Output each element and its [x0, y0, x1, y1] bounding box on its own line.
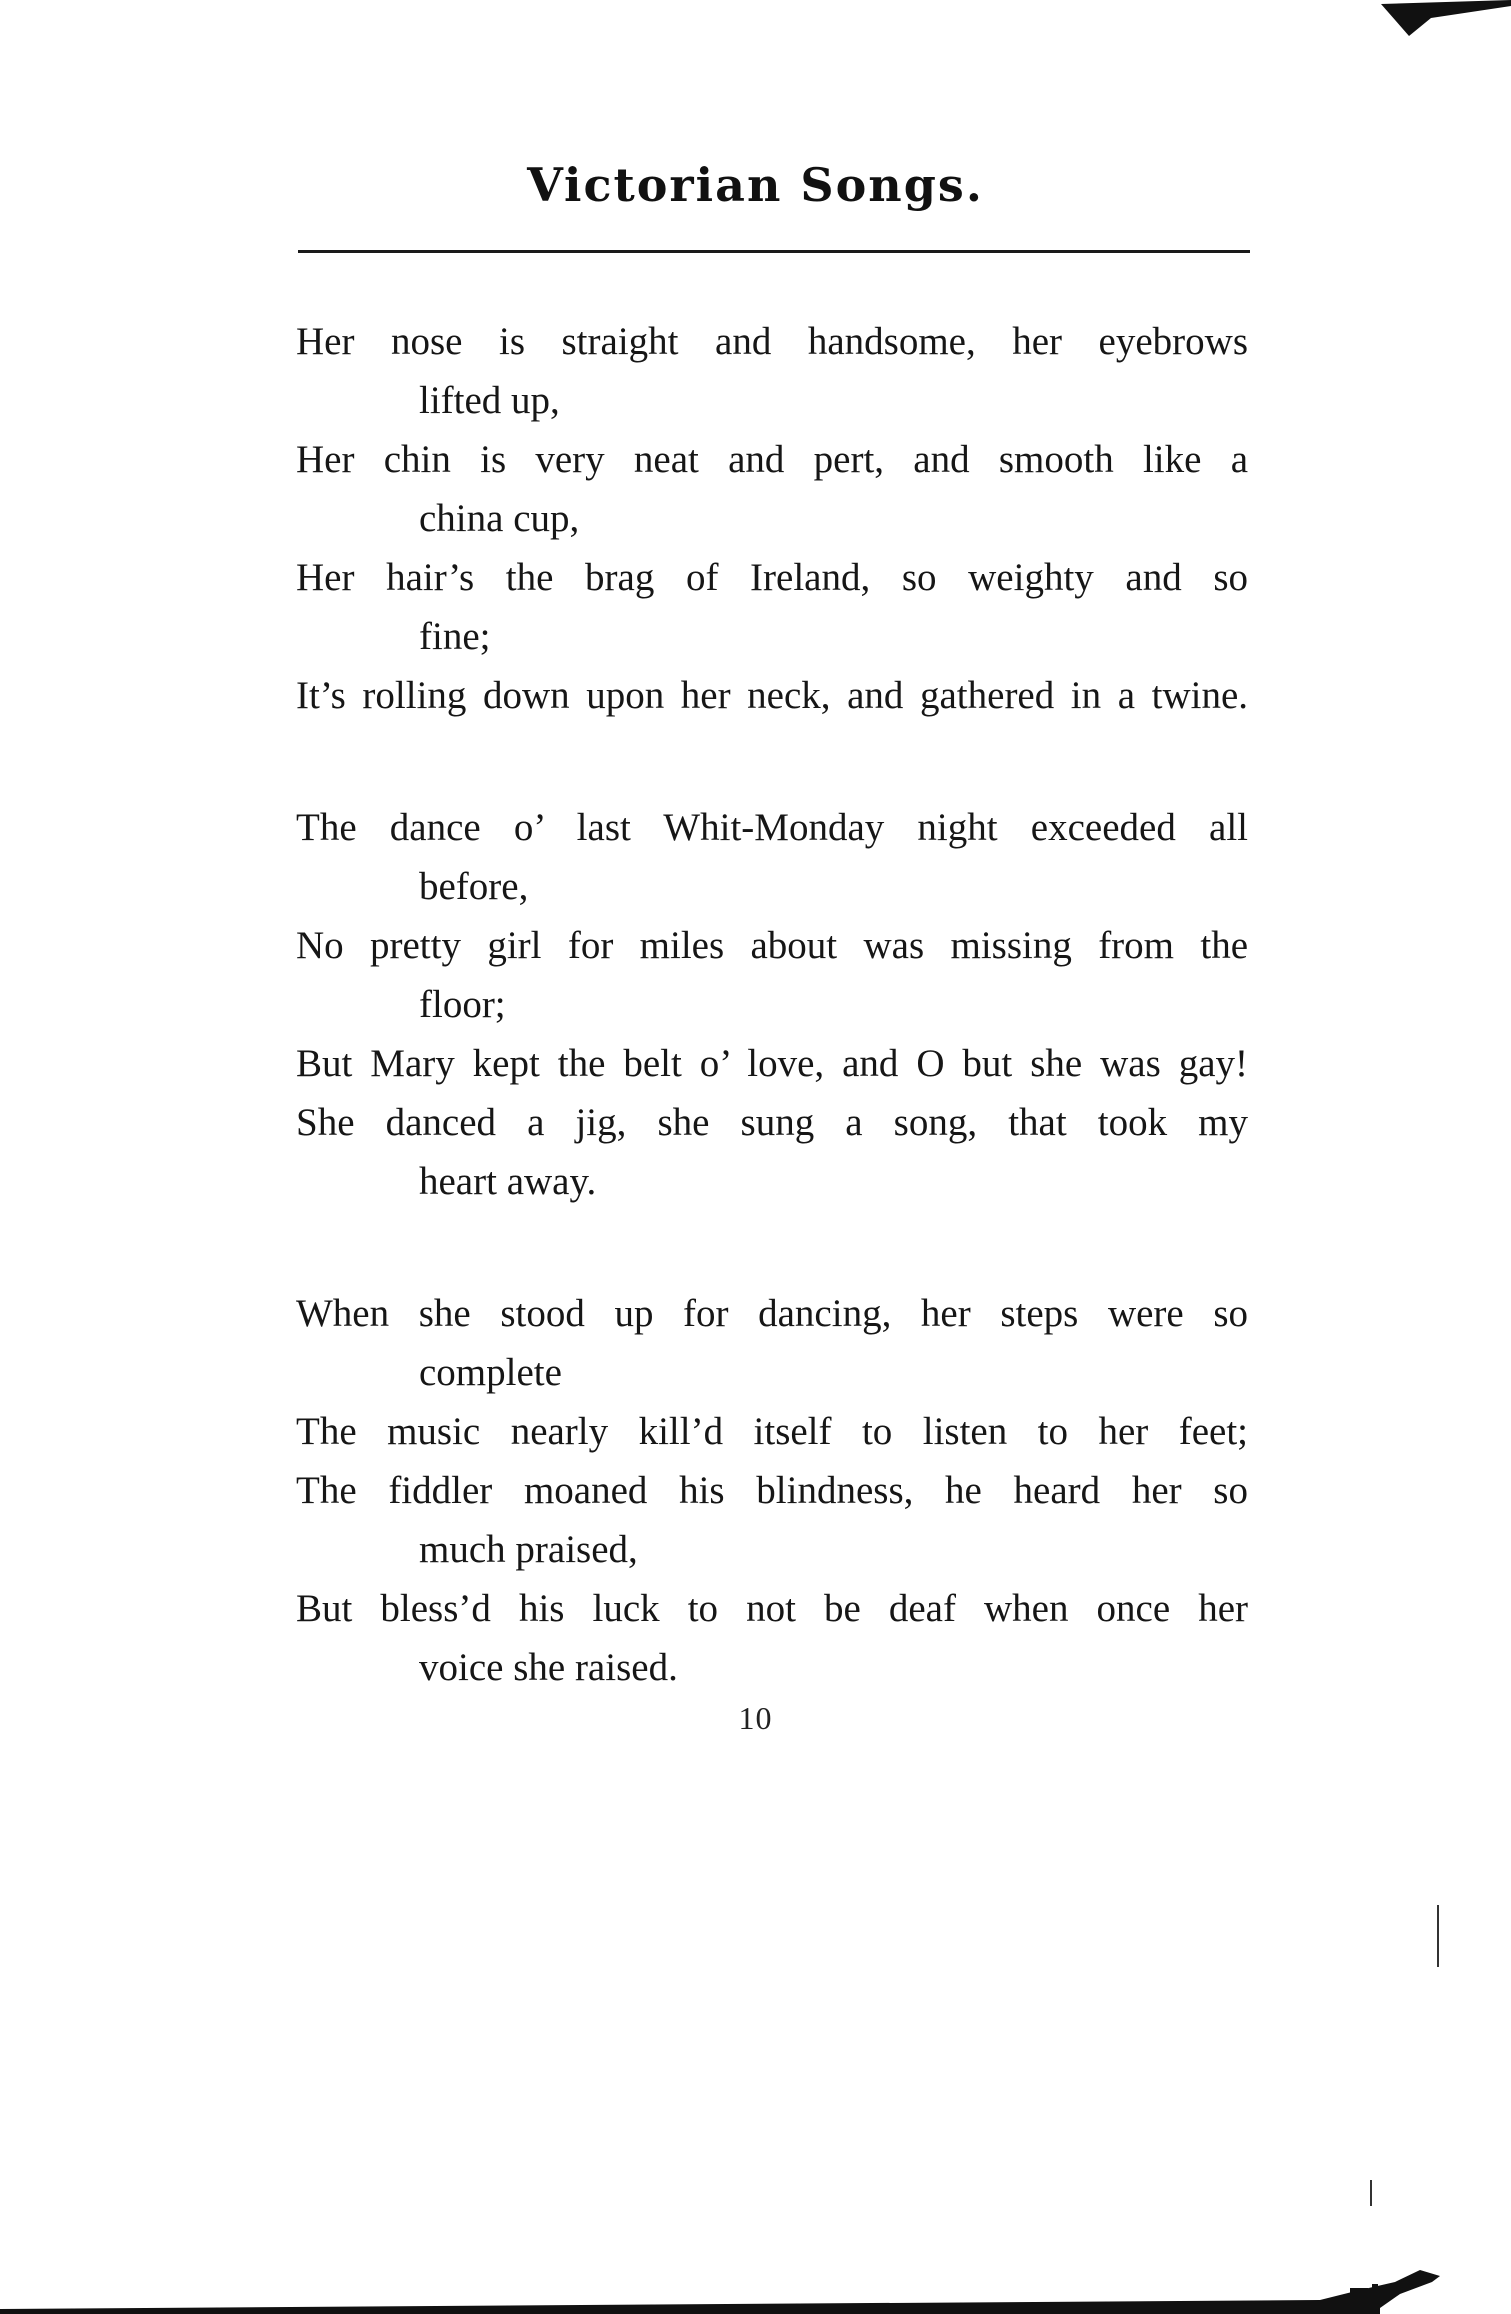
- verse-line: The dance o’ last Whit-Monday night exceeded all: [296, 806, 1248, 849]
- verse-line: The fiddler moaned his blindness, he heard her so: [296, 1469, 1248, 1512]
- verse-line-continuation: lifted up,: [419, 379, 560, 422]
- verse-line: But bless’d his luck to not be deaf when once her: [296, 1587, 1248, 1630]
- verse-line: Her hair’s the brag of Ireland, so weighty and so: [296, 556, 1248, 599]
- verse-line-continuation: complete: [419, 1351, 562, 1394]
- scan-bottom-edge: [0, 2204, 1511, 2314]
- verse-line: But Mary kept the belt o’ love, and O but she was gay!: [296, 1042, 1248, 1085]
- verse-line-continuation: heart away.: [419, 1160, 597, 1203]
- verse-line-continuation: voice she raised.: [419, 1646, 678, 1689]
- verse-line-continuation: fine;: [419, 615, 491, 658]
- verse-line: No pretty girl for miles about was missing from the: [296, 924, 1248, 967]
- verse-line: Her nose is straight and handsome, her eyebrows: [296, 320, 1248, 363]
- page-title: Victorian Songs.: [527, 158, 984, 212]
- verse-line: Her chin is very neat and pert, and smooth like a: [296, 438, 1248, 481]
- verse-line: The music nearly kill’d itself to listen to her feet;: [296, 1410, 1248, 1453]
- page-number: 10: [738, 1700, 773, 1736]
- verse-line-continuation: much praised,: [419, 1528, 638, 1571]
- verse-line-continuation: china cup,: [419, 497, 580, 540]
- scan-margin-mark: [1370, 2180, 1372, 2206]
- verse-line-continuation: floor;: [419, 983, 506, 1026]
- verse-line: She danced a jig, she sung a song, that took my: [296, 1101, 1248, 1144]
- scan-margin-mark: [1437, 1905, 1439, 1967]
- verse-line: When she stood up for dancing, her steps were so: [296, 1292, 1248, 1335]
- verse-line: It’s rolling down upon her neck, and gathered in a twine.: [296, 674, 1248, 717]
- verse-line-continuation: before,: [419, 865, 529, 908]
